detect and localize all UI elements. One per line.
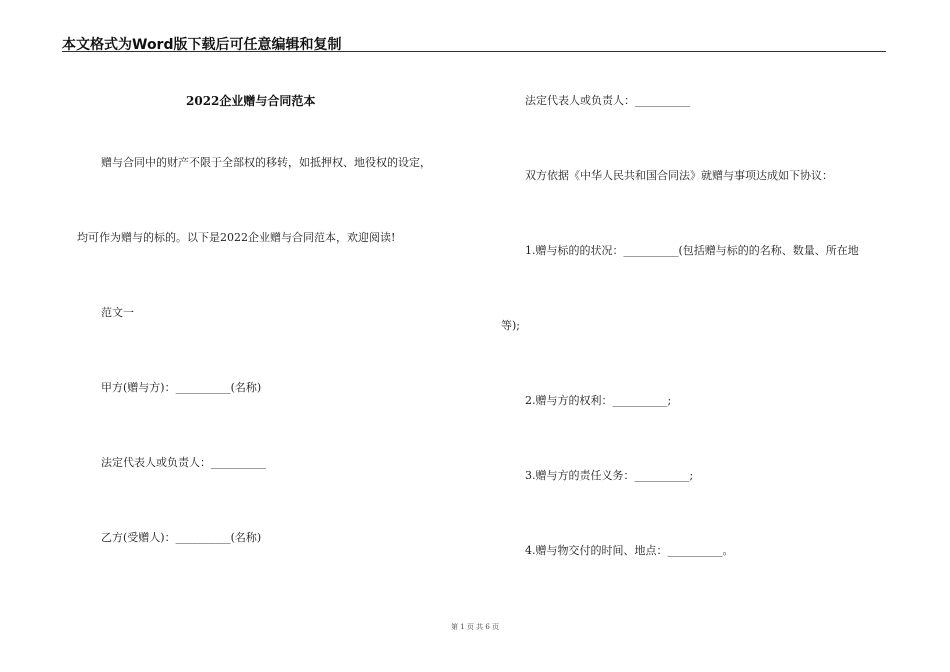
clause-1-line-2: 等); xyxy=(501,319,520,332)
header-divider xyxy=(62,51,886,52)
party-a-donor-line: 甲方(赠与方)：__________(名称) xyxy=(101,381,262,394)
page-number-footer: 第 1 页 共 6 页 xyxy=(450,623,500,631)
party-b-donee-line: 乙方(受赠人)：__________(名称) xyxy=(101,531,262,544)
party-b-representative-line: 法定代表人或负责人：__________ xyxy=(525,94,690,107)
paragraph-intro-line-1: 赠与合同中的财产不限于全部权的移转，如抵押权、地役权的设定， xyxy=(101,156,431,169)
page-header-title: 本文格式为Word版下载后可任意编辑和复制 xyxy=(62,37,342,53)
clause-4-line: 4.赠与物交付的时间、地点：__________。 xyxy=(525,544,734,557)
paragraph-intro-line-2: 均可作为赠与的标的。以下是2022企业赠与合同范本，欢迎阅读! xyxy=(77,231,396,244)
clause-1-line-1: 1.赠与标的的状况：__________(包括赠与标的的名称、数量、所在地 xyxy=(525,244,859,257)
agreement-preamble-line: 双方依据《中华人民共和国合同法》就赠与事项达成如下协议： xyxy=(525,169,833,182)
party-a-representative-line: 法定代表人或负责人：__________ xyxy=(101,456,266,469)
clause-2-line: 2.赠与方的权利：__________; xyxy=(525,394,672,407)
clause-3-line: 3.赠与方的责任义务：__________; xyxy=(525,469,694,482)
section-heading-sample-one: 范文一 xyxy=(101,306,134,319)
document-title: 2022企业赠与合同范本 xyxy=(186,94,316,108)
